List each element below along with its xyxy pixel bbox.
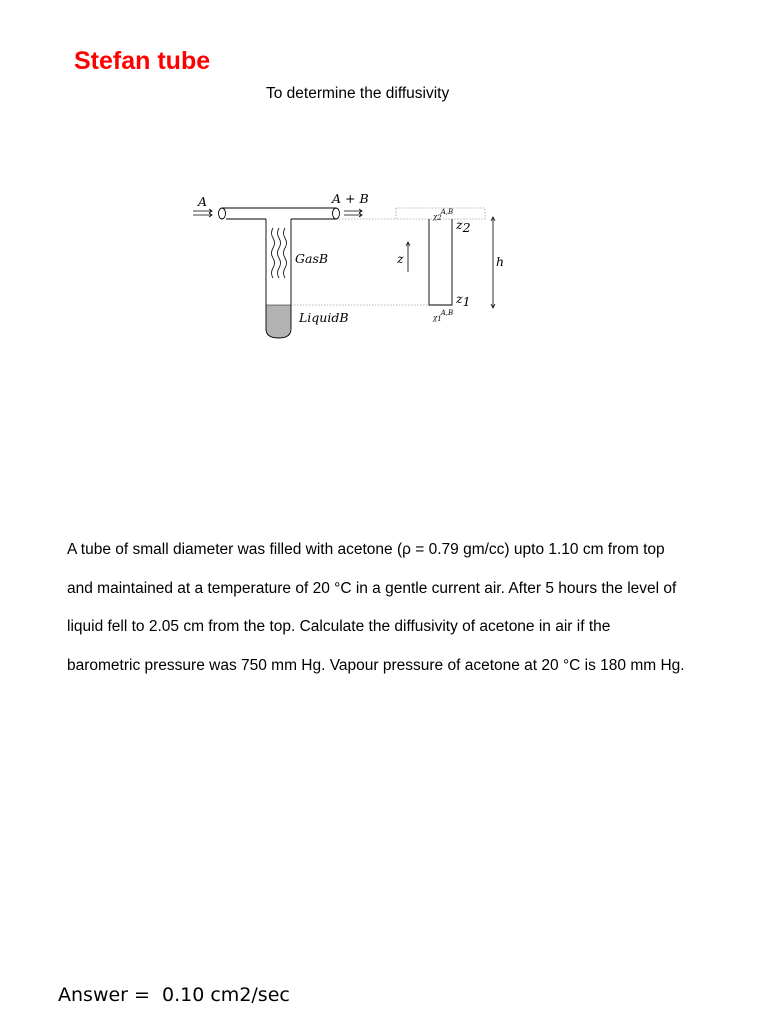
- chi-bottom-label: χ1A,B: [433, 309, 454, 323]
- schematic-column: [429, 219, 452, 305]
- horizontal-pipe: [219, 208, 340, 219]
- liquid-label: LiquidB: [299, 310, 349, 325]
- problem-line: barometric pressure was 750 mm Hg. Vapour pressure of acetone at 20 °C is 180 mm Hg.: [67, 656, 685, 674]
- inlet-arrow: [193, 209, 212, 217]
- problem-statement: [67, 531, 717, 685]
- chi-top-label: χ2A,B: [433, 208, 454, 222]
- problem-line: liquid fell to 2.05 cm from the top. Calculate the diffusivity of acetone in air if the: [67, 618, 611, 635]
- z-axis-arrow: [406, 242, 410, 272]
- gas-label: GasB: [295, 251, 329, 266]
- page-title: Stefan tube: [74, 47, 211, 75]
- problem-line: and maintained at a temperature of 20 °C in a gentle current air. After 5 hours the level of: [67, 579, 677, 597]
- z-axis-label: z: [397, 251, 404, 266]
- outlet-arrow: [344, 209, 362, 217]
- z1-label: z1: [456, 291, 471, 309]
- page-subtitle: To determine the diffusivity: [266, 85, 450, 102]
- stefan-tube-diagram: [186, 186, 506, 346]
- problem-line: A tube of small diameter was filled with acetone (ρ = 0.79 gm/cc) upto 1.10 cm from top: [67, 541, 665, 558]
- height-label: h: [496, 254, 505, 269]
- answer-text: Answer = 0.10 cm2/sec: [58, 984, 290, 1006]
- diffusion-wavy-lines: [272, 228, 287, 278]
- height-dimension-arrow: [491, 217, 495, 308]
- z2-label: z2: [456, 217, 471, 235]
- inlet-label: A: [198, 194, 208, 209]
- outlet-label: A + B: [332, 191, 369, 206]
